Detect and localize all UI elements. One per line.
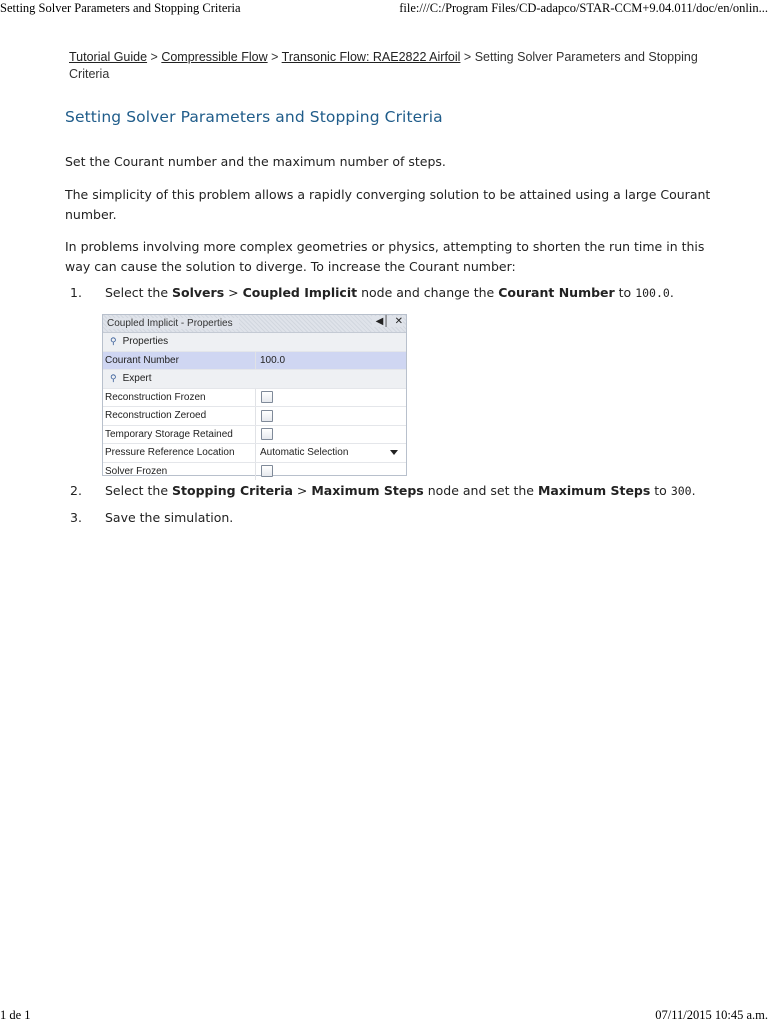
category-label: Properties xyxy=(122,336,169,348)
breadcrumb-separator: > xyxy=(271,50,279,64)
step-text: Select the Solvers > Coupled Implicit node and change the Courant Number to 100.0. xyxy=(105,285,674,300)
pressure-reference-location-select[interactable]: Automatic Selection xyxy=(256,444,406,462)
coupled-implicit-properties-panel xyxy=(102,314,407,476)
step-text: Select the Stopping Criteria > Maximum Steps node and set the Maximum Steps to 300. xyxy=(105,483,696,498)
reconstruction-zeroed-checkbox[interactable] xyxy=(261,410,273,422)
step-3 xyxy=(70,508,720,527)
intro-paragraph: Set the Courant number and the maximum number of steps. xyxy=(65,154,446,169)
category-properties[interactable] xyxy=(103,333,406,352)
page-count: 1 de 1 xyxy=(0,1008,31,1022)
property-label: Temporary Storage Retained xyxy=(103,426,256,444)
breadcrumb-separator: > xyxy=(463,50,472,64)
property-label: Solver Frozen xyxy=(103,463,256,481)
pin-icon: ⚲ xyxy=(110,336,117,347)
property-row-solver-frozen[interactable] xyxy=(103,463,406,481)
print-header-title: Setting Solver Parameters and Stopping Criteria xyxy=(0,1,241,15)
step-text: Save the simulation. xyxy=(105,510,234,525)
breadcrumb-link-compressible-flow[interactable]: Compressible Flow xyxy=(161,50,268,64)
step-2 xyxy=(70,481,720,501)
chevron-down-icon xyxy=(390,450,398,455)
property-row-reconstruction-frozen[interactable] xyxy=(103,389,406,408)
step-1 xyxy=(70,283,720,303)
step-number: 2. xyxy=(70,483,82,498)
breadcrumb-link-tutorial-guide[interactable]: Tutorial Guide xyxy=(69,50,148,64)
print-datetime: 07/11/2015 10:45 a.m. xyxy=(655,1008,768,1022)
print-footer xyxy=(0,1008,768,1023)
solver-frozen-checkbox[interactable] xyxy=(261,465,273,477)
print-header-url: file:///C:/Program Files/CD-adapco/STAR-CCM+9.04.011/doc/en/onlin... xyxy=(399,1,768,15)
property-row-temporary-storage-retained[interactable] xyxy=(103,426,406,445)
reconstruction-frozen-checkbox[interactable] xyxy=(261,391,273,403)
property-row-courant-number[interactable] xyxy=(103,352,406,371)
pin-icon: ⚲ xyxy=(110,373,117,384)
breadcrumb-current: Setting Solver Parameters and Stopping Criteria xyxy=(69,50,698,81)
temporary-storage-retained-checkbox[interactable] xyxy=(261,428,273,440)
property-label: Reconstruction Frozen xyxy=(103,389,256,407)
breadcrumb-link-transonic-flow[interactable]: Transonic Flow: RAE2822 Airfoil xyxy=(281,50,461,64)
step-number: 3. xyxy=(70,510,82,525)
property-label: Courant Number xyxy=(103,352,256,370)
breadcrumb xyxy=(69,49,719,83)
breadcrumb-separator: > xyxy=(150,50,158,64)
property-row-reconstruction-zeroed[interactable] xyxy=(103,407,406,426)
property-label: Reconstruction Zeroed xyxy=(103,407,256,425)
close-icon[interactable]: ✕ xyxy=(394,316,403,327)
print-header xyxy=(0,1,768,16)
panel-title: Coupled Implicit - Properties xyxy=(107,318,239,329)
step-number: 1. xyxy=(70,285,82,300)
page-title: Setting Solver Parameters and Stopping Criteria xyxy=(65,108,443,126)
property-label: Pressure Reference Location xyxy=(103,444,256,462)
dock-icon[interactable]: ◀│ xyxy=(375,316,390,327)
simplicity-paragraph: The simplicity of this problem allows a rapidly converging solution to be attained using a large Courant number. xyxy=(65,187,711,222)
category-label: Expert xyxy=(122,373,152,385)
property-row-pressure-reference-location[interactable] xyxy=(103,444,406,463)
panel-title-bar xyxy=(103,315,406,333)
complex-geometry-paragraph: In problems involving more complex geometries or physics, attempting to shorten the run time in this way can cause the solution to diverge. To increase the Courant number: xyxy=(65,239,705,274)
courant-number-field[interactable]: 100.0 xyxy=(260,354,286,366)
category-expert[interactable] xyxy=(103,370,406,389)
